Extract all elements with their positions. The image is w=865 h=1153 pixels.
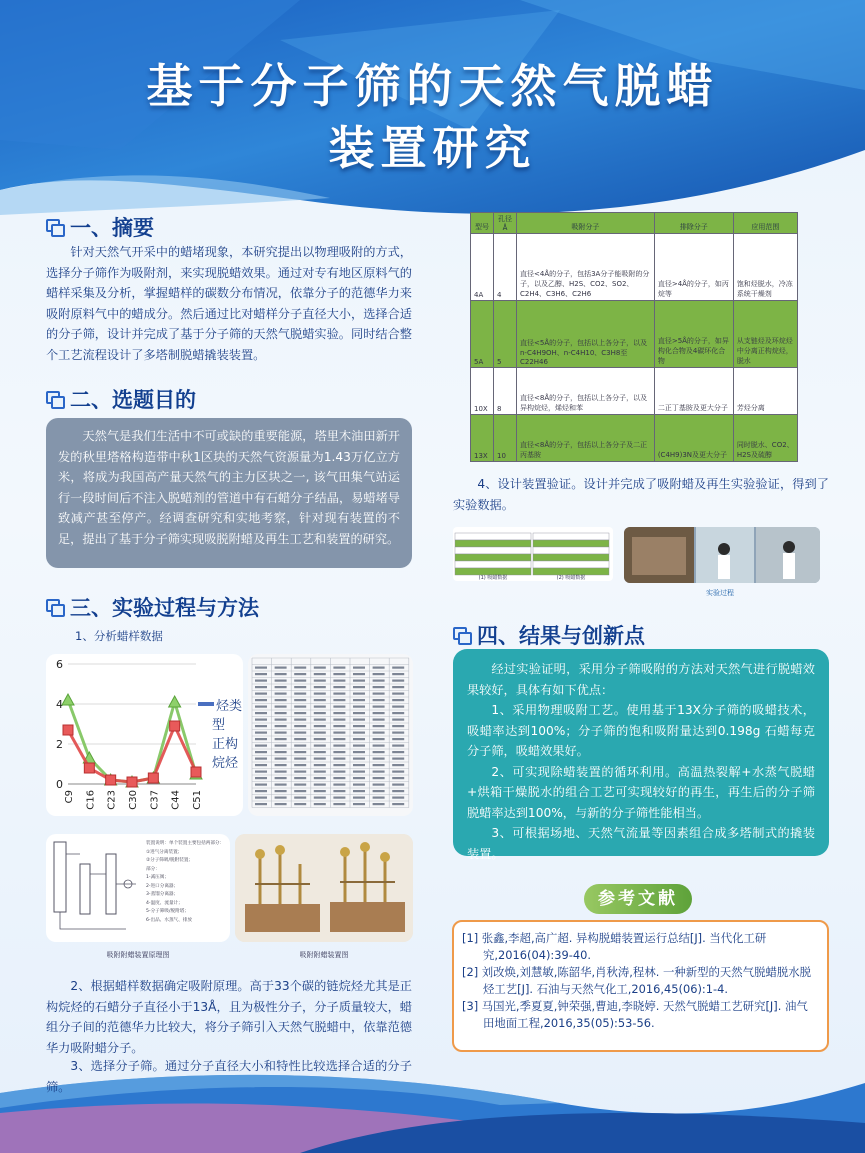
sheet-cell-mark xyxy=(294,673,306,675)
process-diagram-card xyxy=(46,834,230,942)
sieve-table-cell: 直径>4Å的分子，如丙烷等 xyxy=(654,234,733,301)
sheet-cell-mark xyxy=(333,732,345,734)
sieve-table-cell: 直径<5Å的分子，包括以上各分子，以及n-C4H9OH、n-C4H10、C3H8至C22H46 xyxy=(517,301,655,368)
sheet-cell-mark xyxy=(275,738,287,740)
sheet-cell-mark xyxy=(275,719,287,721)
sheet-cell-mark xyxy=(333,667,345,669)
sheet-cell-mark xyxy=(373,699,385,701)
abstract-text: 针对天然气开采中的蜡堵现象，本研究提出以物理吸附的方式，选择分子筛作为吸附剂，来实现脱蜡效果。通过对专有地区原料气的蜡样采集及分析，掌握蜡样的碳数分布情况，依靠分子的范德华力来吸附原料气中的蜡成分。然后通过比对蜡样分子直径大小，选择合适的分子筛，设计并完成了基于分子筛的天然气脱蜡实验。同时结合整个工艺流程设计了多塔制脱蜡撬装装置。 xyxy=(46,245,412,362)
sieve-table-cell: 从支链烃及环烷烃中分离正构烷烃，脱水 xyxy=(733,301,797,368)
sieve-table-cell: 4A xyxy=(471,234,494,301)
sheet-cell-mark xyxy=(294,712,306,714)
reference-item: [3] 马国光,季夏夏,钟荣强,曹迪,李晓婷. 天然气脱蜡工艺研究[J]. 油气田地面工程,2016,35(05):53-56. xyxy=(462,999,808,1030)
sheet-cell-mark xyxy=(333,790,345,792)
sheet-cell-mark xyxy=(392,699,404,701)
sheet-cell-mark xyxy=(373,732,385,734)
sheet-cell-mark xyxy=(333,797,345,799)
references-banner: 参考文献 xyxy=(584,884,692,914)
sheet-cell-mark xyxy=(275,803,287,805)
results-point1: 1、采用物理吸附工艺。使用基于13X分子筛的吸蜡技术，吸蜡率达到100%；分子筛的饱和吸附量达到0.198g 石蜡每克分子筛，吸蜡效果好。 xyxy=(467,703,815,758)
experiment-photos-illustration xyxy=(624,527,820,583)
section-icon xyxy=(46,599,64,615)
sieve-table-cell: 10 xyxy=(494,415,517,462)
sieve-table-cell: 5 xyxy=(494,301,517,368)
sheet-cell-mark xyxy=(333,803,345,805)
sheet-cell-mark xyxy=(275,673,287,675)
method-step3: 3、选择分子筛。通过分子直径大小和特性比较选择合适的分子筛。 xyxy=(46,1059,412,1094)
abstract-heading xyxy=(46,212,154,242)
y-tick-label: 0 xyxy=(56,778,63,791)
sheet-cell-mark xyxy=(353,784,365,786)
sheet-cell-mark xyxy=(294,719,306,721)
mini-table-row xyxy=(533,561,609,568)
x-tick-label: C44 xyxy=(170,790,182,810)
sheet-cell-mark xyxy=(373,680,385,682)
sheet-cell-mark xyxy=(333,706,345,708)
sheet-cell-mark xyxy=(275,667,287,669)
sheet-cell-mark xyxy=(392,680,404,682)
sheet-cell-mark xyxy=(392,738,404,740)
data-point xyxy=(191,767,201,777)
sheet-cell-mark xyxy=(314,797,326,799)
sieve-table-cell: 直径>5Å的分子，如异构化合物及4碳环化合物 xyxy=(654,301,733,368)
sheet-cell-mark xyxy=(392,797,404,799)
sheet-cell-mark xyxy=(353,745,365,747)
wax-data-sheet xyxy=(248,654,413,816)
method-step4: 4、设计装置验证。设计并完成了吸附蜡及再生实验验证，得到了实验数据。 xyxy=(453,477,829,512)
sieve-table-cell: 4 xyxy=(494,234,517,301)
sheet-cell-mark xyxy=(275,777,287,779)
diagram-legend-line: 1-减压阀； xyxy=(146,875,169,880)
sheet-cell-mark xyxy=(314,673,326,675)
sheet-cell-mark xyxy=(255,771,267,773)
sheet-cell-mark xyxy=(392,771,404,773)
sheet-cell-mark xyxy=(333,673,345,675)
diagram-legend-line: ②分子筛吸/脱附装置； xyxy=(146,858,194,863)
sheet-cell-mark xyxy=(392,784,404,786)
sheet-cell-mark xyxy=(392,732,404,734)
sheet-cell-mark xyxy=(314,680,326,682)
sheet-cell-mark xyxy=(294,784,306,786)
mini-table-row xyxy=(533,547,609,554)
sheet-cell-mark xyxy=(314,777,326,779)
sheet-cell-mark xyxy=(255,712,267,714)
sheet-cell-mark xyxy=(314,719,326,721)
mini-table-row xyxy=(455,540,531,547)
sheet-cell-mark xyxy=(373,706,385,708)
sheet-cell-mark xyxy=(255,790,267,792)
sheet-cell-mark xyxy=(353,693,365,695)
results-heading xyxy=(453,620,645,650)
sheet-cell-mark xyxy=(294,771,306,773)
sheet-cell-mark xyxy=(353,712,365,714)
sheet-cell-mark xyxy=(255,777,267,779)
sheet-cell-mark xyxy=(255,680,267,682)
diagram-legend-line: 部分： xyxy=(146,866,160,872)
sheet-cell-mark xyxy=(314,771,326,773)
sheet-cell-mark xyxy=(314,725,326,727)
sheet-cell-mark xyxy=(275,686,287,688)
sheet-cell-mark xyxy=(392,712,404,714)
sieve-table-cell: 13X xyxy=(471,415,494,462)
section-icon xyxy=(453,627,471,643)
diagram-legend-line: 5-分子筛吸/脱附塔； xyxy=(146,909,189,914)
sheet-cell-mark xyxy=(314,738,326,740)
purpose-text-box: 天然气是我们生活中不可或缺的重要能源，塔里木油田新开发的秋里塔格构造带中秋1区块的天然气资源量为1.43万亿立方米，将成为我国高产量天然气的主力区块之一, 该气田集气站运行一段时间后不注入脱蜡剂的管道中有石蜡分子结晶，易蜡堵导致减产甚至停产。经调查研究和实地考察，针对现有装置的不足，提出了基于分子筛实现吸脱附蜡及再生工艺和装置的研究。 xyxy=(46,418,412,568)
sheet-cell-mark xyxy=(275,758,287,760)
method-step2: 2、根据蜡样数据确定吸附原理。高于33个碳的链烷烃尤其是正构烷烃的石蜡分子直径小于13Å，且为极性分子，分子质量较大，蜡组分子间的范德华力比较大，将分子筛引入天然气脱蜡中，依靠范德华力吸附蜡分子。 xyxy=(46,979,412,1055)
sheet-cell-mark xyxy=(275,790,287,792)
sheet-cell-mark xyxy=(392,719,404,721)
data-point xyxy=(84,763,94,773)
sheet-cell-mark xyxy=(392,803,404,805)
sheet-cell-mark xyxy=(353,803,365,805)
sheet-cell-mark xyxy=(333,771,345,773)
molecular-sieve-table xyxy=(470,212,798,462)
method-step1: 1、分析蜡样数据 xyxy=(75,629,163,643)
sieve-table-cell: 直径<8Å的分子，包括以上各分子及二正丙基胺 xyxy=(517,415,655,462)
sheet-cell-mark xyxy=(373,693,385,695)
adsorption-data-tables xyxy=(453,527,613,581)
mini-table-row xyxy=(533,540,609,547)
sheet-cell-mark xyxy=(353,667,365,669)
sieve-table-cell: 直径<8Å的分子，包括以上各分子，以及异构烷烃，烯烃和苯 xyxy=(517,368,655,415)
sheet-cell-mark xyxy=(392,673,404,675)
sheet-cell-mark xyxy=(314,706,326,708)
sheet-cell-mark xyxy=(255,732,267,734)
sieve-table-cell: 饱和烃脱水，冷冻系统干燥剂 xyxy=(733,234,797,301)
sieve-table-cell: 直径<4Å的分子，包括3A分子能吸附的分子，以及乙醇、H2S、CO2、SO2、C2H4、C3H6、C2H6 xyxy=(517,234,655,301)
sheet-cell-mark xyxy=(373,725,385,727)
sheet-cell-mark xyxy=(294,667,306,669)
sheet-cell-mark xyxy=(333,725,345,727)
sheet-cell-mark xyxy=(294,758,306,760)
sheet-cell-mark xyxy=(373,712,385,714)
sheet-cell-mark xyxy=(314,712,326,714)
sheet-cell-mark xyxy=(333,680,345,682)
poster-title-line2: 装置研究 xyxy=(328,121,537,175)
sieve-table-header: 孔径Å xyxy=(494,213,517,234)
sieve-table-cell: 8 xyxy=(494,368,517,415)
diagram-legend-line: 3-蒸馏分离器； xyxy=(146,892,179,897)
sheet-cell-mark xyxy=(294,680,306,682)
diagram-legend xyxy=(146,840,226,925)
mini-table-row xyxy=(533,554,609,561)
sheet-cell-mark xyxy=(353,699,365,701)
data-point xyxy=(148,773,158,783)
sheet-cell-mark xyxy=(392,790,404,792)
sheet-cell-mark xyxy=(333,693,345,695)
x-tick-label: C23 xyxy=(106,790,118,810)
sheet-cell-mark xyxy=(314,784,326,786)
sheet-cell-mark xyxy=(353,725,365,727)
sheet-cell-mark xyxy=(333,738,345,740)
sheet-cell-mark xyxy=(333,758,345,760)
method-heading-text: 三、实验过程与方法 xyxy=(70,596,259,620)
sheet-cell-mark xyxy=(294,738,306,740)
device-photo-illustration xyxy=(235,834,413,942)
mini-table-row xyxy=(455,533,531,540)
sheet-cell-mark xyxy=(294,732,306,734)
sheet-cell-mark xyxy=(373,784,385,786)
sieve-table-cell: 5A xyxy=(471,301,494,368)
sheet-cell-mark xyxy=(255,751,267,753)
sheet-cell-mark xyxy=(294,764,306,766)
diagram-legend-line: 2-进口分离器； xyxy=(146,883,179,889)
sheet-cell-mark xyxy=(275,797,287,799)
experiment-photos xyxy=(624,527,820,583)
experiment-caption: 实验过程 xyxy=(706,589,734,597)
sheet-cell-mark xyxy=(353,771,365,773)
sheet-cell-mark xyxy=(333,777,345,779)
sieve-table-cell: 10X xyxy=(471,368,494,415)
sheet-cell-mark xyxy=(314,803,326,805)
purpose-heading-text: 二、选题目的 xyxy=(70,388,196,412)
sheet-cell-mark xyxy=(353,673,365,675)
abstract-heading-text: 一、摘要 xyxy=(70,216,154,240)
sheet-cell-mark xyxy=(314,699,326,701)
sheet-cell-mark xyxy=(373,803,385,805)
sheet-cell-mark xyxy=(353,680,365,682)
sheet-cell-mark xyxy=(373,686,385,688)
sheet-cell-mark xyxy=(333,764,345,766)
sheet-cell-mark xyxy=(353,758,365,760)
table-b-caption: (2) 吸蜡数据 xyxy=(556,575,586,581)
sheet-cell-mark xyxy=(333,745,345,747)
sheet-cell-mark xyxy=(392,667,404,669)
sieve-table-row xyxy=(471,368,798,415)
diagram-legend-line: 6-出品、水蒸气、排放 xyxy=(146,917,192,923)
results-point3: 3、可根据场地、天然气流量等因素组合成多塔制式的撬装装置。 xyxy=(467,826,815,861)
sheet-cell-mark xyxy=(373,758,385,760)
legend-label: 烃类型 正构烷烃 xyxy=(212,699,243,771)
data-point xyxy=(127,777,137,787)
sheet-cell-mark xyxy=(353,797,365,799)
sieve-table-header: 型号 xyxy=(471,213,494,234)
sieve-table-cell: 同时脱水、CO2、H2S及硫醇 xyxy=(733,415,797,462)
sheet-cell-mark xyxy=(353,777,365,779)
device-photo xyxy=(235,834,413,942)
wax-distribution-chart xyxy=(46,654,243,816)
sheet-cell-mark xyxy=(392,706,404,708)
purpose-heading xyxy=(46,384,196,414)
sheet-cell-mark xyxy=(275,784,287,786)
sheet-cell-mark xyxy=(373,790,385,792)
sheet-cell-mark xyxy=(333,751,345,753)
sheet-cell-mark xyxy=(275,725,287,727)
mini-table-row xyxy=(455,547,531,554)
y-tick-label: 4 xyxy=(56,698,63,711)
sheet-cell-mark xyxy=(275,751,287,753)
adsorption-data-grid xyxy=(453,527,613,581)
sheet-cell-mark xyxy=(353,738,365,740)
sieve-table-header: 吸附分子 xyxy=(517,213,655,234)
sheet-cell-mark xyxy=(392,686,404,688)
sheet-cell-mark xyxy=(275,693,287,695)
sheet-cell-mark xyxy=(373,719,385,721)
sheet-cell-mark xyxy=(373,673,385,675)
sheet-cell-mark xyxy=(255,719,267,721)
sheet-cell-mark xyxy=(373,771,385,773)
sheet-cell-mark xyxy=(353,706,365,708)
sheet-cell-mark xyxy=(314,732,326,734)
sheet-cell-mark xyxy=(392,764,404,766)
sheet-cell-mark xyxy=(392,758,404,760)
sieve-table-row xyxy=(471,301,798,368)
sheet-cell-mark xyxy=(255,667,267,669)
sheet-cell-mark xyxy=(373,667,385,669)
sheet-cell-mark xyxy=(333,784,345,786)
data-point xyxy=(62,694,74,705)
results-box xyxy=(453,649,829,861)
references-box xyxy=(452,920,829,1052)
sheet-cell-mark xyxy=(255,764,267,766)
reference-item: [1] 张鑫,李超,高广超. 异构脱蜡装置运行总结[J]. 当代化工研究,2016(04):39-40. xyxy=(462,931,767,962)
sheet-cell-mark xyxy=(294,790,306,792)
sieve-table-header: 应用范围 xyxy=(733,213,797,234)
sheet-cell-mark xyxy=(314,693,326,695)
sheet-cell-mark xyxy=(255,699,267,701)
diagram-legend-line: 装置说明：单个装置主要包括两部分： xyxy=(146,841,225,846)
sheet-cell-mark xyxy=(314,751,326,753)
sheet-cell-mark xyxy=(353,686,365,688)
sheet-cell-mark xyxy=(294,699,306,701)
sheet-cell-mark xyxy=(294,751,306,753)
sheet-cell-mark xyxy=(294,777,306,779)
sieve-table-cell: 芳烃分离 xyxy=(733,368,797,415)
sheet-cell-mark xyxy=(294,803,306,805)
sheet-cell-mark xyxy=(294,745,306,747)
results-point2: 2、可实现除蜡装置的循环利用。高温热裂解+水蒸气脱蜡+烘箱干燥脱水的组合工艺可实现较好的再生，再生后的分子筛脱蜡率达到100%，与新的分子筛性能相当。 xyxy=(467,764,815,820)
x-tick-label: C9 xyxy=(64,790,75,804)
sheet-cell-mark xyxy=(373,745,385,747)
sheet-cell-mark xyxy=(255,758,267,760)
sheet-cell-mark xyxy=(294,686,306,688)
sheet-cell-mark xyxy=(314,686,326,688)
diagram-legend-line: 4-温度、流量计； xyxy=(146,900,183,906)
sheet-cell-mark xyxy=(255,797,267,799)
mini-table-row xyxy=(455,561,531,568)
sieve-table-cell: (C4H9)3N及更大分子 xyxy=(654,415,733,462)
sheet-cell-mark xyxy=(275,706,287,708)
sheet-cell-mark xyxy=(392,693,404,695)
sieve-table-cell: 二正丁基胺及更大分子 xyxy=(654,368,733,415)
sieve-table-row xyxy=(471,234,798,301)
sheet-cell-mark xyxy=(314,667,326,669)
section-icon xyxy=(46,219,64,235)
sheet-cell-mark xyxy=(275,680,287,682)
sheet-cell-mark xyxy=(392,745,404,747)
sheet-cell-mark xyxy=(333,719,345,721)
table-a-caption: (1) 吸蜡数据 xyxy=(478,575,508,581)
sheet-cell-mark xyxy=(255,803,267,805)
data-point xyxy=(106,775,116,785)
sheet-cell-mark xyxy=(373,797,385,799)
sheet-cell-mark xyxy=(275,764,287,766)
y-tick-label: 6 xyxy=(56,658,63,671)
sieve-table-row xyxy=(471,415,798,462)
x-tick-label: C16 xyxy=(85,790,97,810)
sheet-cell-mark xyxy=(275,699,287,701)
sieve-table-header: 排除分子 xyxy=(654,213,733,234)
sheet-cell-mark xyxy=(255,738,267,740)
sheet-cell-mark xyxy=(255,693,267,695)
sheet-cell-mark xyxy=(333,712,345,714)
method-heading xyxy=(46,592,259,622)
sheet-cell-mark xyxy=(255,706,267,708)
data-point xyxy=(170,721,180,731)
mini-table-row xyxy=(533,533,609,540)
sheet-cell-mark xyxy=(373,751,385,753)
sheet-cell-mark xyxy=(255,725,267,727)
sheet-cell-mark xyxy=(373,738,385,740)
sheet-cell-mark xyxy=(275,712,287,714)
sheet-cell-mark xyxy=(255,686,267,688)
photo-caption: 吸附附蜡装置图 xyxy=(299,951,349,959)
x-tick-label: C37 xyxy=(149,790,161,810)
sheet-cell-mark xyxy=(255,745,267,747)
section-icon xyxy=(46,391,64,407)
y-tick-label: 2 xyxy=(56,738,63,751)
results-intro: 经过实验证明，采用分子筛吸附的方法对天然气进行脱蜡效果较好，具体有如下优点： xyxy=(467,662,815,697)
sheet-cell-mark xyxy=(333,686,345,688)
data-point xyxy=(63,725,73,735)
sheet-cell-mark xyxy=(373,764,385,766)
sheet-cell-mark xyxy=(353,764,365,766)
sheet-cell-mark xyxy=(353,790,365,792)
sheet-cell-mark xyxy=(392,751,404,753)
wax-distribution-chart-card xyxy=(46,654,243,816)
results-heading-text: 四、结果与创新点 xyxy=(477,624,645,648)
sheet-cell-mark xyxy=(294,725,306,727)
sheet-cell-mark xyxy=(275,732,287,734)
mini-table-row xyxy=(455,554,531,561)
sheet-cell-mark xyxy=(333,699,345,701)
sheet-cell-mark xyxy=(255,673,267,675)
sheet-cell-mark xyxy=(314,790,326,792)
sheet-cell-mark xyxy=(392,777,404,779)
sheet-cell-mark xyxy=(294,706,306,708)
sheet-cell-mark xyxy=(275,745,287,747)
wax-data-table-image xyxy=(248,654,413,816)
sheet-cell-mark xyxy=(353,719,365,721)
sheet-cell-mark xyxy=(294,693,306,695)
sheet-cell-mark xyxy=(373,777,385,779)
sheet-cell-mark xyxy=(314,764,326,766)
sheet-cell-mark xyxy=(255,784,267,786)
x-tick-label: C51 xyxy=(192,790,203,810)
x-tick-label: C30 xyxy=(128,790,139,810)
sheet-cell-mark xyxy=(294,797,306,799)
sheet-cell-mark xyxy=(353,751,365,753)
sheet-cell-mark xyxy=(275,771,287,773)
data-point xyxy=(169,696,181,707)
reference-item: [2] 刘改焕,刘慧敏,陈韶华,肖秋涛,程林. 一种新型的天然气脱蜡脱水脱烃工艺[J]. 石油与天然气化工,2016,45(06):1-4. xyxy=(462,965,812,996)
poster-title-line1: 基于分子筛的天然气脱蜡 xyxy=(146,59,719,113)
diagram-legend-line: ①进气分离装置； xyxy=(146,849,183,855)
sheet-cell-mark xyxy=(392,725,404,727)
sheet-cell-mark xyxy=(353,732,365,734)
diagram-caption: 吸附附蜡装置原理图 xyxy=(106,951,170,959)
sheet-cell-mark xyxy=(314,758,326,760)
sheet-cell-mark xyxy=(314,745,326,747)
